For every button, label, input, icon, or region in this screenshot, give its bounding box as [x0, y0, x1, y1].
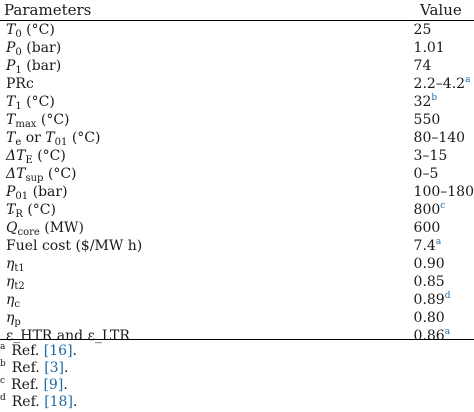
- value-text: 550: [413, 112, 441, 128]
- footnote-text: Ref.: [11, 377, 44, 393]
- parameter-unit: (°C): [43, 166, 77, 182]
- footnote-reference-link[interactable]: [18]: [44, 394, 73, 410]
- parameter-cell: [0, 165, 414, 183]
- parameter-cell: [0, 93, 414, 111]
- value-text: 74: [413, 58, 432, 74]
- table-row: [0, 165, 474, 183]
- parameter-symbol: T: [45, 130, 55, 146]
- table-row: [0, 291, 474, 309]
- parameter-symbol: T: [6, 94, 16, 110]
- footnote-end: .: [64, 360, 69, 376]
- parameter-subscript: E: [25, 155, 33, 166]
- parameter-subscript: 01: [15, 191, 29, 202]
- parameter-cell: [0, 273, 414, 291]
- parameter-subscript: c: [14, 299, 20, 310]
- header-value: Value: [420, 1, 462, 19]
- parameter-subscript: 01: [54, 137, 68, 148]
- table-bottom-rule: [0, 339, 474, 340]
- footnote-end: .: [63, 377, 68, 393]
- footnote-end: .: [72, 394, 78, 410]
- parameter-subscript: e: [15, 137, 22, 148]
- table-row: [0, 21, 474, 39]
- parameter-subscript: R: [15, 209, 23, 220]
- value-cell: [414, 309, 474, 327]
- value-text: 80–140: [413, 130, 466, 146]
- footnote-mark: d: [0, 393, 6, 403]
- parameter-symbol: T: [6, 202, 16, 218]
- parameter-symbol: η: [6, 292, 15, 308]
- footnote-reference-link[interactable]: [3]: [44, 360, 65, 376]
- value-text: 2.2–4.2: [413, 76, 466, 92]
- parameter-cell: [0, 309, 414, 327]
- table-header: [0, 0, 474, 21]
- value-cell: [414, 21, 474, 39]
- parameter-unit: (°C): [21, 94, 55, 110]
- value-text: 7.4: [413, 238, 436, 254]
- parameter-unit: (bar): [21, 40, 62, 56]
- parameter-symbol: T: [6, 112, 16, 128]
- footnote-text: Ref.: [11, 360, 45, 376]
- value-cell: [414, 93, 474, 111]
- note-marker: c: [440, 201, 446, 211]
- value-cell: [414, 129, 474, 147]
- parameter-subscript: p: [14, 317, 21, 328]
- parameter-unit: (°C): [32, 148, 66, 164]
- parameter-subscript: sup: [25, 173, 44, 184]
- footnote-reference-link[interactable]: [9]: [43, 377, 64, 393]
- value-text: 0.85: [413, 274, 445, 290]
- table-row: [0, 201, 474, 219]
- parameter-unit: (bar): [28, 184, 68, 200]
- value-text: 0.80: [413, 310, 445, 326]
- parameter-cell: [0, 75, 414, 93]
- parameter-subscript: t2: [14, 281, 25, 292]
- value-cell: [414, 57, 474, 75]
- value-cell: [414, 111, 474, 129]
- note-marker: b: [431, 93, 438, 103]
- parameter-cell: [0, 147, 414, 165]
- note-marker: d: [444, 291, 451, 301]
- parameter-cell: [0, 21, 414, 39]
- parameter-symbol: P: [6, 184, 16, 200]
- value-cell: [414, 201, 474, 219]
- value-cell: [414, 165, 474, 183]
- footnote-end: .: [72, 343, 77, 359]
- value-text: 1.01: [413, 40, 445, 56]
- value-cell: [414, 183, 474, 201]
- value-text: 100–180: [413, 184, 474, 200]
- parameter-symbol: η: [6, 256, 15, 272]
- parameter-symbol: P: [6, 40, 16, 56]
- value-text: 0.86: [413, 328, 445, 344]
- parameter-text: PRc: [6, 76, 34, 92]
- parameters-table: [0, 21, 474, 345]
- footnote: [0, 359, 474, 377]
- parameter-cell: [0, 219, 414, 237]
- parameter-unit: (MW): [39, 220, 84, 236]
- footnote-mark: b: [0, 359, 6, 369]
- parameter-subscript: 0: [15, 47, 22, 58]
- parameter-cell: $T_e$ or $T_{01}$ (°C): [6, 130, 101, 148]
- table-row: [0, 57, 474, 75]
- note-marker: a: [435, 237, 442, 247]
- note-marker: a: [444, 327, 451, 337]
- parameter-subscript: t1: [14, 263, 25, 274]
- footnote-reference-link[interactable]: [16]: [43, 343, 73, 359]
- table-row: [0, 111, 474, 129]
- parameter-cell: [0, 111, 414, 129]
- parameter-subscript: 1: [15, 101, 22, 112]
- value-cell: [414, 39, 474, 57]
- parameter-unit: (bar): [21, 58, 62, 74]
- footnote: [0, 376, 474, 394]
- parameter-symbol: ΔT: [6, 148, 26, 164]
- parameter-symbol: η: [6, 274, 15, 290]
- parameter-cell: [0, 201, 414, 219]
- footnote-text: Ref.: [11, 343, 44, 359]
- parameter-cell: [0, 255, 414, 273]
- value-cell: [414, 255, 474, 273]
- parameter-text: Fuel cost ($/MW h): [6, 238, 143, 254]
- value-cell: [414, 237, 474, 255]
- parameter-cell: [0, 39, 414, 57]
- note-marker: a: [465, 75, 471, 85]
- value-cell: [414, 147, 474, 165]
- header-parameters: Parameters: [4, 1, 92, 19]
- value-text: 600: [413, 220, 441, 236]
- value-cell: [414, 273, 474, 291]
- parameter-cell: [0, 183, 414, 201]
- parameter-symbol: P: [6, 58, 16, 74]
- table-row: [0, 309, 474, 327]
- parameter-symbol: η: [6, 310, 15, 326]
- parameter-unit: (°C): [36, 112, 70, 128]
- parameter-symbol: ΔT: [6, 166, 26, 182]
- table-row: [0, 39, 474, 57]
- parameter-subscript: 0: [15, 29, 22, 40]
- value-cell: [414, 75, 474, 93]
- value-text: 0.89: [413, 292, 445, 308]
- table-row: [0, 147, 474, 165]
- parameter-symbol: Q ˙: [6, 219, 17, 237]
- table-row: [0, 129, 474, 147]
- value-text: 3–15: [413, 148, 448, 164]
- table-row: [0, 93, 474, 111]
- parameter-subscript: 1: [15, 65, 22, 76]
- table-row: [0, 237, 474, 255]
- footnote-mark: c: [0, 376, 6, 386]
- table-row: [0, 183, 474, 201]
- parameter-subscript: max: [15, 119, 37, 130]
- parameter-cell: [0, 57, 414, 75]
- parameter-symbol: T: [6, 130, 16, 146]
- table-row: [0, 219, 474, 237]
- parameter-cell: [0, 291, 414, 309]
- parameter-unit: (°C): [21, 22, 55, 38]
- parameter-symbol: T: [6, 22, 16, 38]
- footnote-text: Ref.: [11, 394, 45, 410]
- parameter-cell: [0, 237, 414, 255]
- parameter-text: ε_HTR and ε_LTR: [6, 328, 130, 344]
- parameter-unit: (°C): [22, 202, 56, 218]
- footnote-mark: a: [0, 342, 6, 352]
- value-text: 0–5: [413, 166, 439, 182]
- footnote: [0, 342, 474, 360]
- footnote: [0, 393, 474, 411]
- value-cell: [414, 219, 474, 237]
- value-text: 32: [413, 94, 432, 110]
- table-row: [0, 75, 474, 93]
- value-text: 25: [413, 22, 432, 38]
- parameter-subscript: core: [17, 227, 40, 238]
- value-cell: [414, 291, 474, 309]
- table-row: [0, 273, 474, 291]
- value-text: 800: [413, 202, 441, 218]
- value-text: 0.90: [413, 256, 445, 272]
- table-row: [0, 255, 474, 273]
